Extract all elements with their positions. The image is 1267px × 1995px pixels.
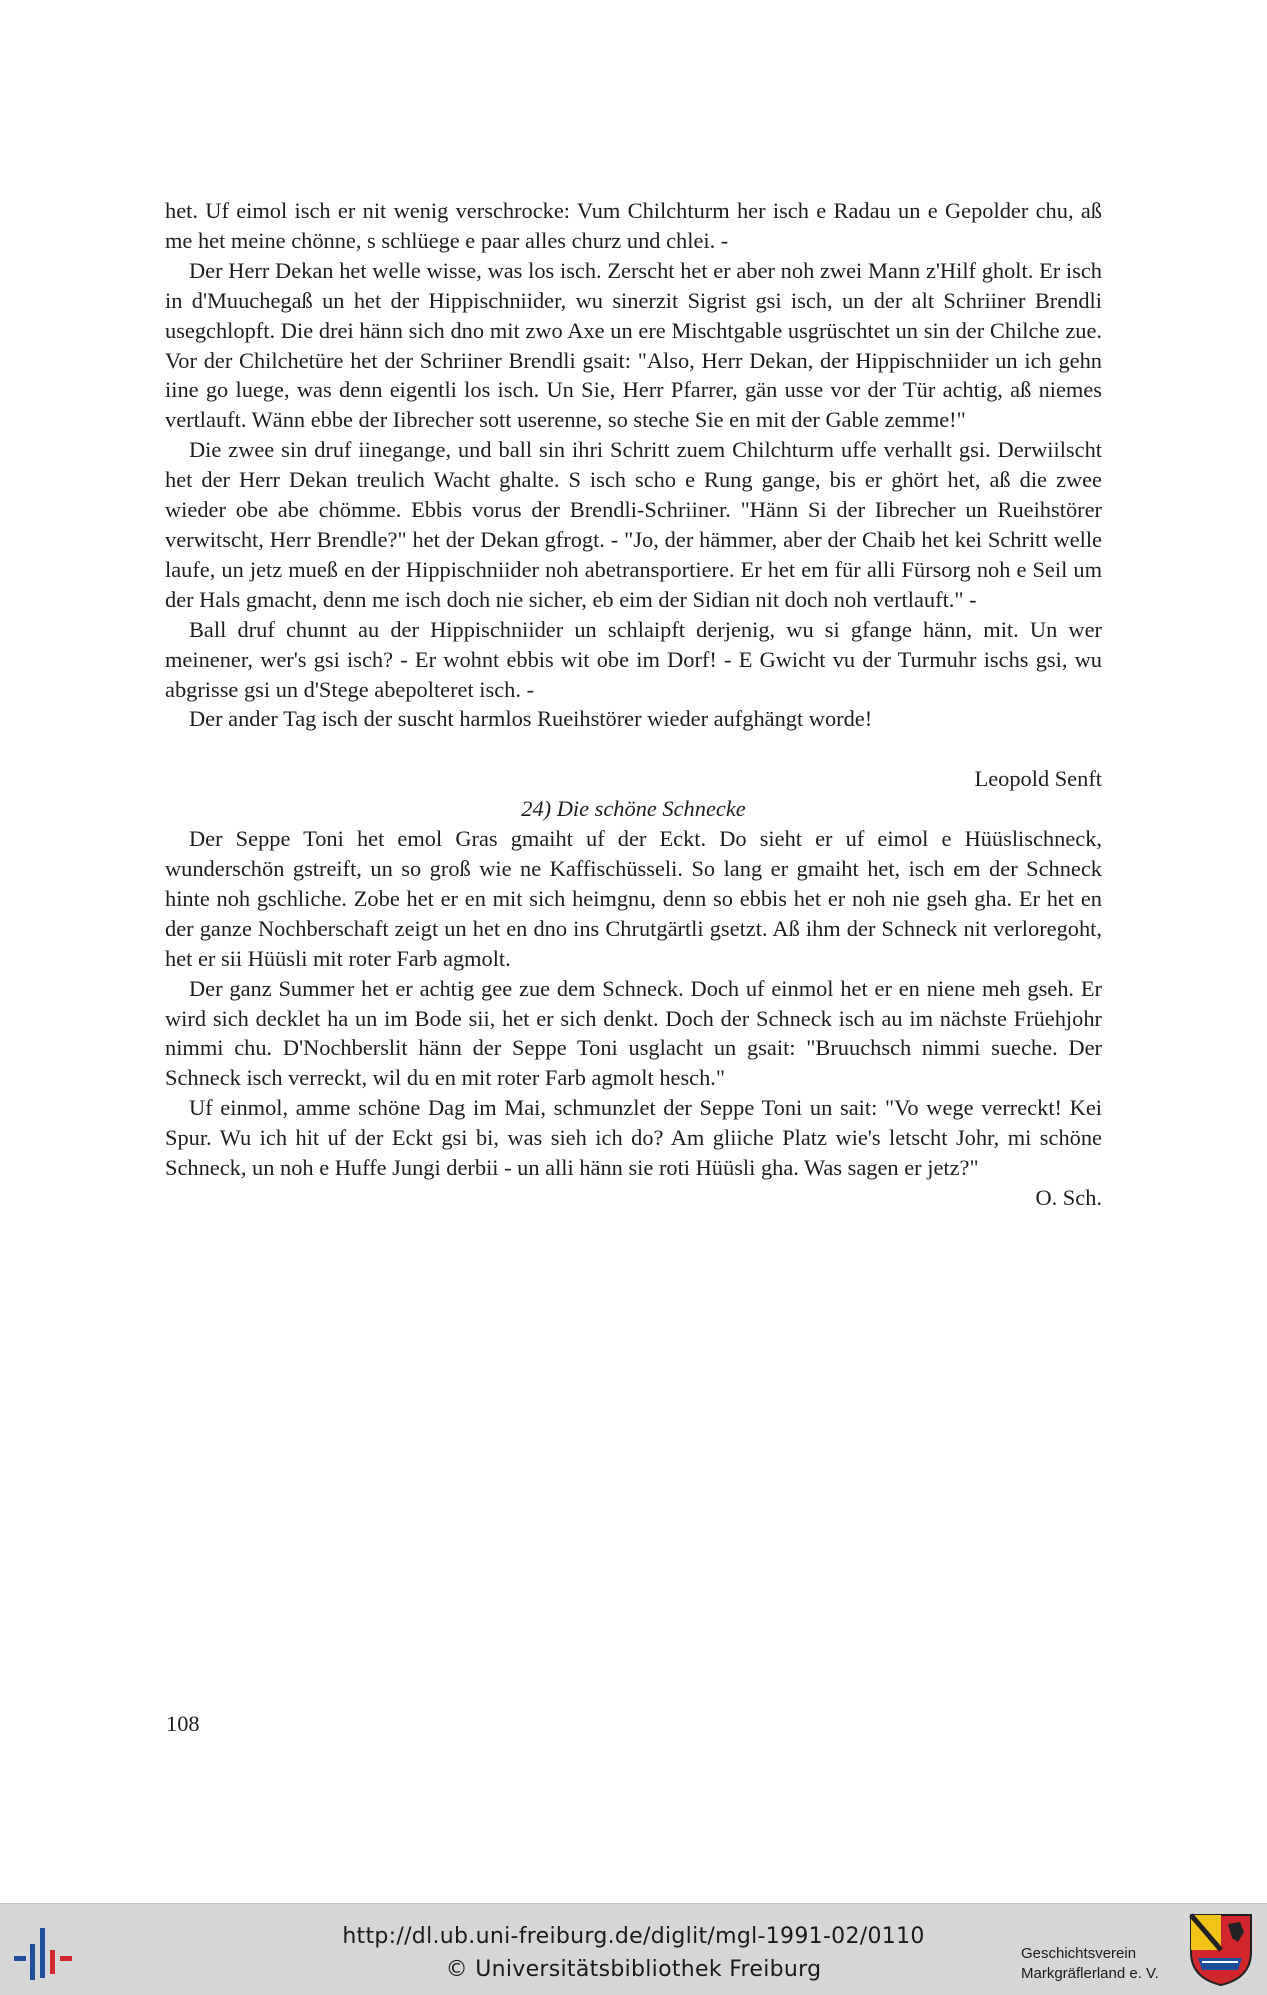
organization-name: Geschichtsverein: [1021, 1945, 1137, 1962]
footer-bar: [0, 1903, 1267, 1995]
author-signature: Leopold Senft: [974, 766, 1102, 792]
paragraph: Die zwee sin druf iinegange, und ball sin ihri Schritt zuem Chilchturm uffe verhallt gsi. Derwiilscht het der Herr Dekan treulich Wacht ghalte. S isch scho e Rung gange, bis er ghört het, aß die zwee wieder obe abe chömme. Ebbis vorus der Brendli-Schriiner. "Hänn Si der Iibrecher un Rueihstörer verwitscht, Herr Brendle?" het der Dekan gfrogt. - "Jo, der hämmer, aber der Chaib het kei Schritt welle laufe, un jetz mueß en der Hippischniider noh abetransportiere. Er het em für alli Fürsorg noh e Seil um der Hals gmacht, denn me isch doch nie sicher, eb eim der Sidian nit doch noh vertlauft." -: [165, 437, 1102, 612]
paragraph: het. Uf eimol isch er nit wenig verschrocke: Vum Chilchturm her isch e Radau un e Gepolder chu, aß me het meine chönne, s schlüege e paar alles churz und chlei. -: [165, 198, 1102, 253]
author-signature: O. Sch.: [1035, 1185, 1102, 1210]
footer-organization: [1021, 1944, 1191, 1984]
paragraph: Ball druf chunnt au der Hippischniider un schlaipft derjenig, wu si gfange hänn, mit. Un wer meinener, wer's gsi isch? - Er wohnt ebbis wit obe im Dorf! - E Gwicht vu der Turmuhr ischs gsi, wu abgrisse gsi un d'Stege abepolteret isch. -: [165, 616, 1102, 702]
coat-of-arms-icon: [1188, 1912, 1254, 1988]
paragraph: Der ander Tag isch der suscht harmlos Rueihstörer wieder aufghängt worde!: [189, 706, 873, 732]
paragraph: Uf einmol, amme schöne Dag im Mai, schmunzlet der Seppe Toni un sait: "Vo wege verreckt! Kei Spur. Wu ich hit uf der Eckt gsi bi, was sieh ich do? Am gliiche Platz wie's letscht Johr, mi schöne Schneck, un noh e Huffe Jungi derbii - un alli hänn sie roti Hüüsli gha. Was sagen er jetz?": [165, 1095, 1102, 1181]
page-number: 108: [166, 1711, 200, 1736]
organization-name: Markgräflerland e. V.: [1021, 1965, 1159, 1982]
footer-url-link[interactable]: http://dl.ub.uni-freiburg.de/diglit/mgl-1991-02/0110: [342, 1924, 925, 1949]
paragraph: Der Seppe Toni het emol Gras gmaiht uf der Eckt. Do sieht er uf eimol e Hüüslischneck, wunderschön gstreift, un so groß wie ne Kaffischüsseli. So lang er gmaiht het, isch em der Schneck hinte noh gschliche. Zobe het er en mit sich heimgnu, denn so ebbis het er noh nie gseh gha. Er het en der ganze Nochberschaft zeigt un het en dno ins Chrutgärtli gsetzt. Aß ihm der Schneck nit verloregoht, het er sii Hüüsli mit roter Farb agmolt.: [165, 826, 1102, 971]
paragraph: Der Herr Dekan het welle wisse, was los isch. Zerscht het er aber noh zwei Mann z'Hilf gholt. Er isch in d'Muuchegaß un het der Hippischniider, wu sinerzit Sigrist gsi isch, un der alt Schriiner Brendli usegchlopft. Die drei hänn sich dno mit zwo Axe un ere Mischtgable usgrüschtet un sin der Chilche zue. Vor der Chilchetüre het der Schriiner Brendli gsait: "Also, Herr Dekan, der Hippischniider un ich gehn iine go luege, was denn eigentli los isch. Un Sie, Herr Pfarrer, gän usse vor der Tür achtig, aß niemes vertlauft. Wänn ebbe der Iibrecher sott userenne, so steche Sie en mit der Gable zemme!": [165, 257, 1102, 433]
paragraph: Der ganz Summer het er achtig gee zue dem Schneck. Doch uf einmol het er en niene meh gseh. Er wird sich decklet ha un im Bode sii, het er sich denkt. Doch der Schneck isch au im nächste Früehjohr nimmi chu. D'Nochberslit hänn der Seppe Toni usglacht un gsait: "Bruuchsch nimmi sueche. Der Schneck isch verreckt, wil du en mit roter Farb agmolt hesch.": [165, 975, 1102, 1091]
story-title: 24) Die schöne Schnecke: [521, 796, 746, 822]
text-block: [165, 196, 1102, 1213]
footer-copyright: © Universitätsbibliothek Freiburg: [445, 1957, 822, 1982]
